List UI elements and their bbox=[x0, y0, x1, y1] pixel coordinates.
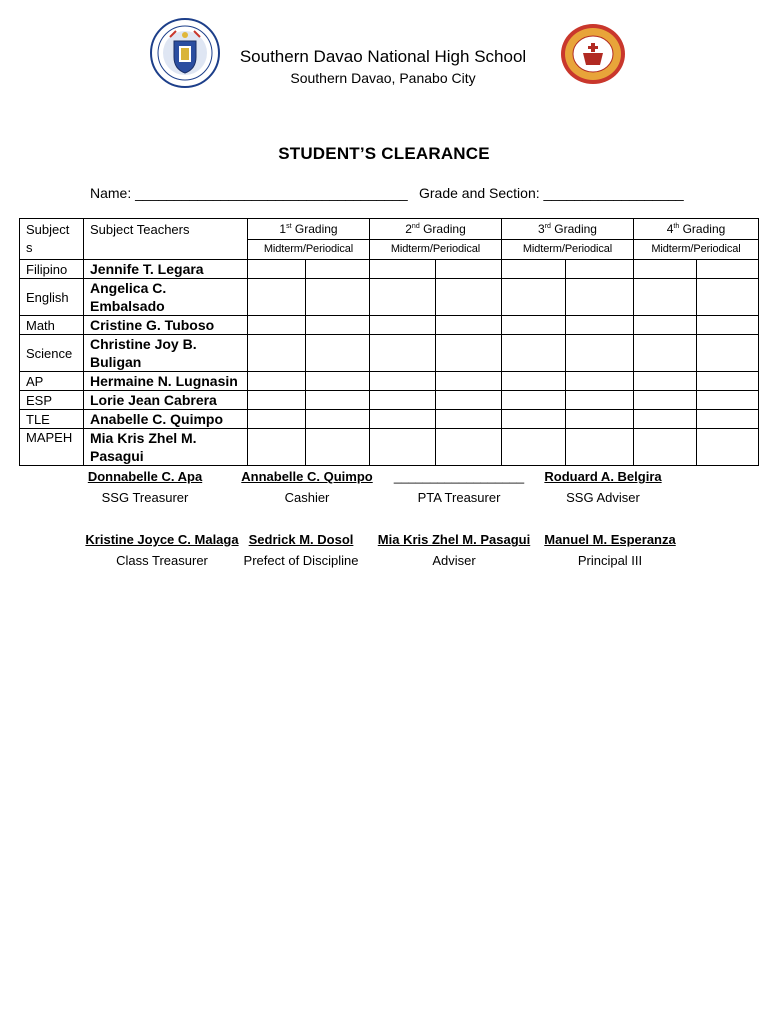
signature-cell[interactable] bbox=[566, 316, 634, 335]
signature-cell[interactable] bbox=[248, 410, 306, 429]
grading-header-4: 4th Grading bbox=[634, 219, 759, 240]
deped-seal-logo bbox=[150, 17, 220, 89]
teachers-header: Subject Teachers bbox=[84, 219, 248, 260]
signature-cell[interactable] bbox=[697, 335, 759, 372]
signatory-role: Class Treasurer bbox=[116, 553, 208, 568]
signature-cell[interactable] bbox=[248, 372, 306, 391]
teacher-name-line2: Pasagui bbox=[90, 448, 144, 464]
signature-cell[interactable] bbox=[248, 391, 306, 410]
signature-cell[interactable] bbox=[502, 335, 566, 372]
signature-cell[interactable] bbox=[306, 391, 370, 410]
table-row bbox=[20, 410, 759, 429]
table-header-row bbox=[20, 219, 759, 240]
period-header-2: Midterm/Periodical bbox=[370, 239, 502, 260]
subjects-header-line1: Subject bbox=[26, 222, 70, 237]
signatory-ssg-adviser bbox=[518, 469, 688, 505]
table-row bbox=[20, 335, 759, 372]
subject-cell: MAPEH bbox=[20, 429, 84, 466]
signature-cell[interactable] bbox=[697, 279, 759, 316]
school-seal-logo bbox=[560, 23, 626, 85]
subject-cell: TLE bbox=[20, 410, 84, 429]
table-row bbox=[20, 316, 759, 335]
teacher-cell bbox=[84, 429, 248, 466]
signature-cell[interactable] bbox=[370, 279, 436, 316]
teacher-cell: Christine Joy B. Buligan bbox=[84, 335, 248, 372]
signature-cell[interactable] bbox=[634, 391, 697, 410]
signature-cell[interactable] bbox=[306, 316, 370, 335]
signatory-role: Prefect of Discipline bbox=[243, 553, 359, 568]
signature-cell[interactable] bbox=[306, 410, 370, 429]
signature-cell[interactable] bbox=[306, 260, 370, 279]
signatory-name: Kristine Joyce C. Malaga bbox=[85, 532, 239, 547]
table-row bbox=[20, 372, 759, 391]
document-title: STUDENT’S CLEARANCE bbox=[278, 144, 490, 163]
signature-cell[interactable] bbox=[436, 260, 502, 279]
subject-cell: Math bbox=[20, 316, 84, 335]
name-field[interactable]: Name: ___________________________________ bbox=[90, 185, 408, 201]
signature-cell[interactable] bbox=[370, 335, 436, 372]
signature-cell[interactable] bbox=[566, 429, 634, 466]
signature-cell[interactable] bbox=[697, 410, 759, 429]
signature-cell[interactable] bbox=[634, 335, 697, 372]
signature-cell[interactable] bbox=[566, 335, 634, 372]
table-row bbox=[20, 260, 759, 279]
school-name: Southern Davao National High School bbox=[239, 47, 527, 66]
signatory-principal bbox=[525, 532, 695, 568]
signature-cell[interactable] bbox=[436, 410, 502, 429]
signature-cell[interactable] bbox=[370, 316, 436, 335]
teacher-cell: Jennife T. Legara bbox=[84, 260, 248, 279]
signature-cell[interactable] bbox=[566, 279, 634, 316]
subjects-header-line2: s bbox=[26, 240, 33, 255]
signature-cell[interactable] bbox=[306, 335, 370, 372]
signature-cell[interactable] bbox=[248, 335, 306, 372]
signature-cell[interactable] bbox=[634, 316, 697, 335]
period-header-1: Midterm/Periodical bbox=[248, 239, 370, 260]
subject-cell: English bbox=[20, 279, 84, 316]
teacher-name-line1: Mia Kris Zhel M. bbox=[90, 430, 197, 446]
signature-cell[interactable] bbox=[634, 260, 697, 279]
clearance-table bbox=[19, 218, 759, 466]
signatory-prefect-of-discipline bbox=[216, 532, 386, 568]
signatory-role: SSG Adviser bbox=[566, 490, 640, 505]
subjects-header bbox=[20, 219, 84, 260]
signature-cell[interactable] bbox=[697, 429, 759, 466]
signature-cell[interactable] bbox=[502, 372, 566, 391]
signatory-role: SSG Treasurer bbox=[101, 490, 189, 505]
signature-cell[interactable] bbox=[502, 316, 566, 335]
school-seal-icon bbox=[560, 23, 626, 85]
signature-cell[interactable] bbox=[248, 260, 306, 279]
signature-cell[interactable] bbox=[502, 260, 566, 279]
period-header-3: Midterm/Periodical bbox=[502, 239, 634, 260]
signature-cell[interactable] bbox=[436, 316, 502, 335]
signature-cell[interactable] bbox=[370, 391, 436, 410]
signature-cell[interactable] bbox=[248, 316, 306, 335]
signatory-name: Manuel M. Esperanza bbox=[544, 532, 676, 547]
subject-cell: Filipino bbox=[20, 260, 84, 279]
signature-cell[interactable] bbox=[502, 279, 566, 316]
signature-cell[interactable] bbox=[566, 391, 634, 410]
signature-cell[interactable] bbox=[370, 429, 436, 466]
signatory-name: Annabelle C. Quimpo bbox=[241, 469, 373, 484]
signatory-adviser bbox=[369, 532, 539, 568]
signature-cell[interactable] bbox=[502, 391, 566, 410]
signature-cell[interactable] bbox=[634, 429, 697, 466]
signatory-name: Donnabelle C. Apa bbox=[87, 469, 203, 484]
signature-cell[interactable] bbox=[436, 372, 502, 391]
subject-cell: Science bbox=[20, 335, 84, 372]
period-header-4: Midterm/Periodical bbox=[634, 239, 759, 260]
signature-cell[interactable] bbox=[634, 372, 697, 391]
signature-cell[interactable] bbox=[306, 429, 370, 466]
grading-header-1: 1st Grading bbox=[248, 219, 370, 240]
teacher-cell: Angelica C. Embalsado bbox=[84, 279, 248, 316]
grading-header-3: 3rd Grading bbox=[502, 219, 634, 240]
signatory-role: Principal III bbox=[577, 553, 643, 568]
signature-cell[interactable] bbox=[697, 316, 759, 335]
signature-cell[interactable] bbox=[697, 372, 759, 391]
table-row bbox=[20, 391, 759, 410]
signatory-role: Cashier bbox=[284, 490, 330, 505]
grading-header-2: 2nd Grading bbox=[370, 219, 502, 240]
signatory-role: PTA Treasurer bbox=[417, 490, 501, 505]
teacher-cell: Hermaine N. Lugnasin bbox=[84, 372, 248, 391]
table-row bbox=[20, 279, 759, 316]
signatory-cashier bbox=[222, 469, 392, 505]
signature-cell[interactable] bbox=[697, 260, 759, 279]
subject-cell: ESP bbox=[20, 391, 84, 410]
signature-cell[interactable] bbox=[502, 429, 566, 466]
teacher-cell: Anabelle C. Quimpo bbox=[84, 410, 248, 429]
teacher-cell: Lorie Jean Cabrera bbox=[84, 391, 248, 410]
signature-cell[interactable] bbox=[436, 335, 502, 372]
signatory-ssg-treasurer bbox=[60, 469, 230, 505]
signature-cell[interactable] bbox=[436, 279, 502, 316]
signature-cell[interactable] bbox=[248, 429, 306, 466]
signature-cell[interactable] bbox=[436, 391, 502, 410]
signature-cell[interactable] bbox=[566, 410, 634, 429]
signature-cell[interactable] bbox=[370, 372, 436, 391]
signatory-name: Sedrick M. Dosol bbox=[248, 532, 354, 547]
grade-section-field[interactable]: Grade and Section: __________________ bbox=[419, 185, 684, 201]
signature-cell[interactable] bbox=[566, 372, 634, 391]
signatory-name: Roduard A. Belgira bbox=[544, 469, 662, 484]
signature-cell[interactable] bbox=[248, 279, 306, 316]
signature-cell[interactable] bbox=[502, 410, 566, 429]
signature-cell[interactable] bbox=[436, 429, 502, 466]
deped-seal-icon bbox=[150, 17, 220, 89]
table-row bbox=[20, 429, 759, 466]
signatory-name-blank[interactable]: __________________ bbox=[393, 469, 525, 484]
signature-cell[interactable] bbox=[370, 260, 436, 279]
subject-cell: AP bbox=[20, 372, 84, 391]
signature-cell[interactable] bbox=[634, 279, 697, 316]
signature-cell[interactable] bbox=[306, 372, 370, 391]
signature-cell[interactable] bbox=[306, 279, 370, 316]
school-address: Southern Davao, Panabo City bbox=[290, 70, 476, 86]
signature-cell[interactable] bbox=[370, 410, 436, 429]
signature-cell[interactable] bbox=[697, 391, 759, 410]
signature-cell[interactable] bbox=[566, 260, 634, 279]
signature-cell[interactable] bbox=[634, 410, 697, 429]
signatory-name: Mia Kris Zhel M. Pasagui bbox=[377, 532, 531, 547]
teacher-cell: Cristine G. Tuboso bbox=[84, 316, 248, 335]
signatory-role: Adviser bbox=[432, 553, 476, 568]
